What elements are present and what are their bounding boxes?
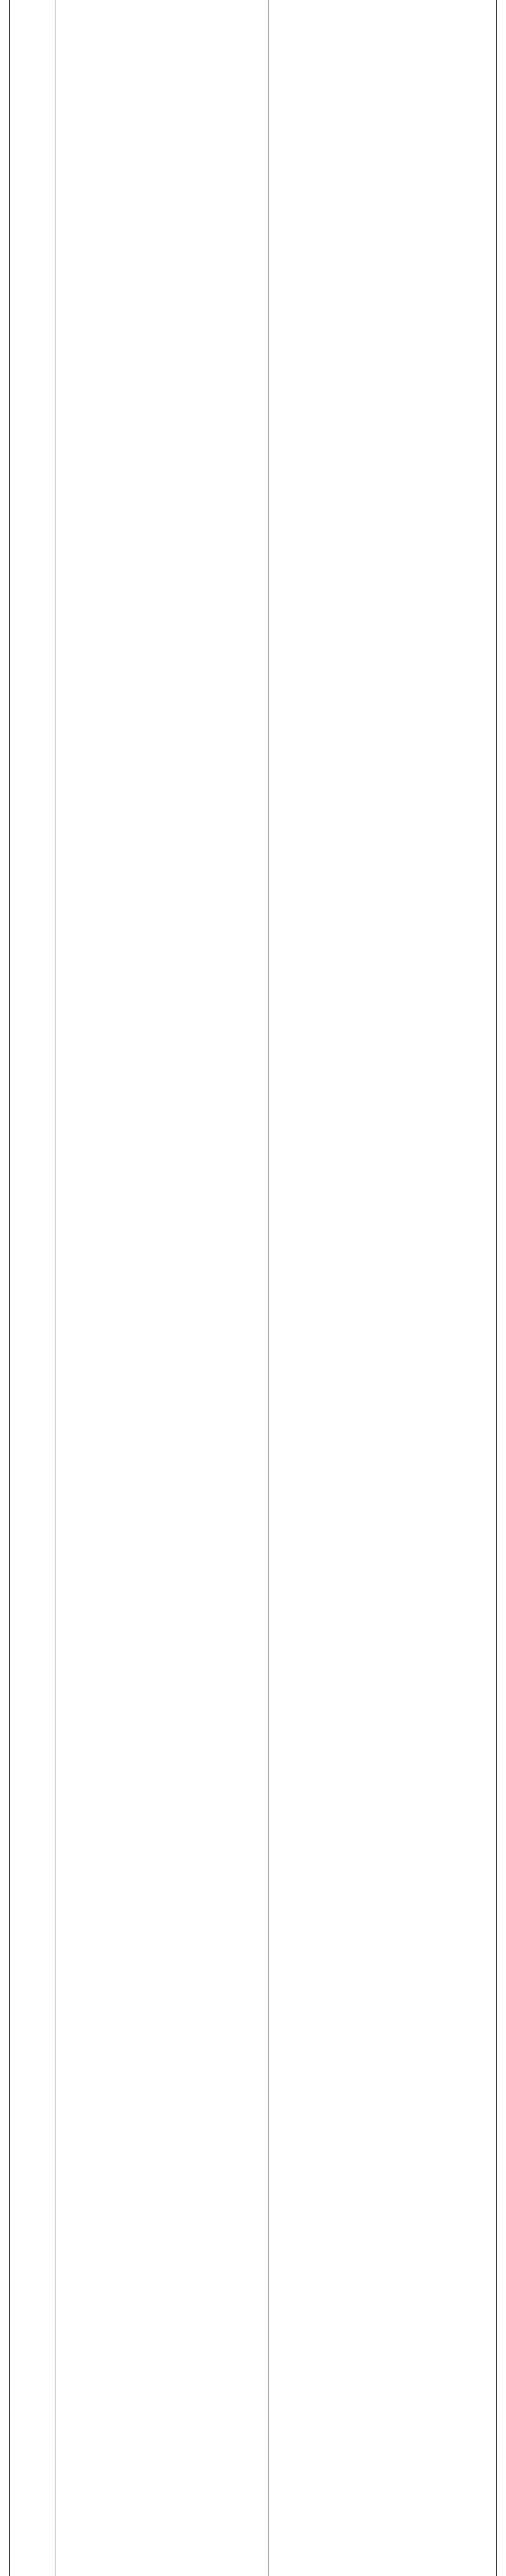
left-border: [9, 0, 10, 2576]
right-border: [496, 0, 497, 2576]
